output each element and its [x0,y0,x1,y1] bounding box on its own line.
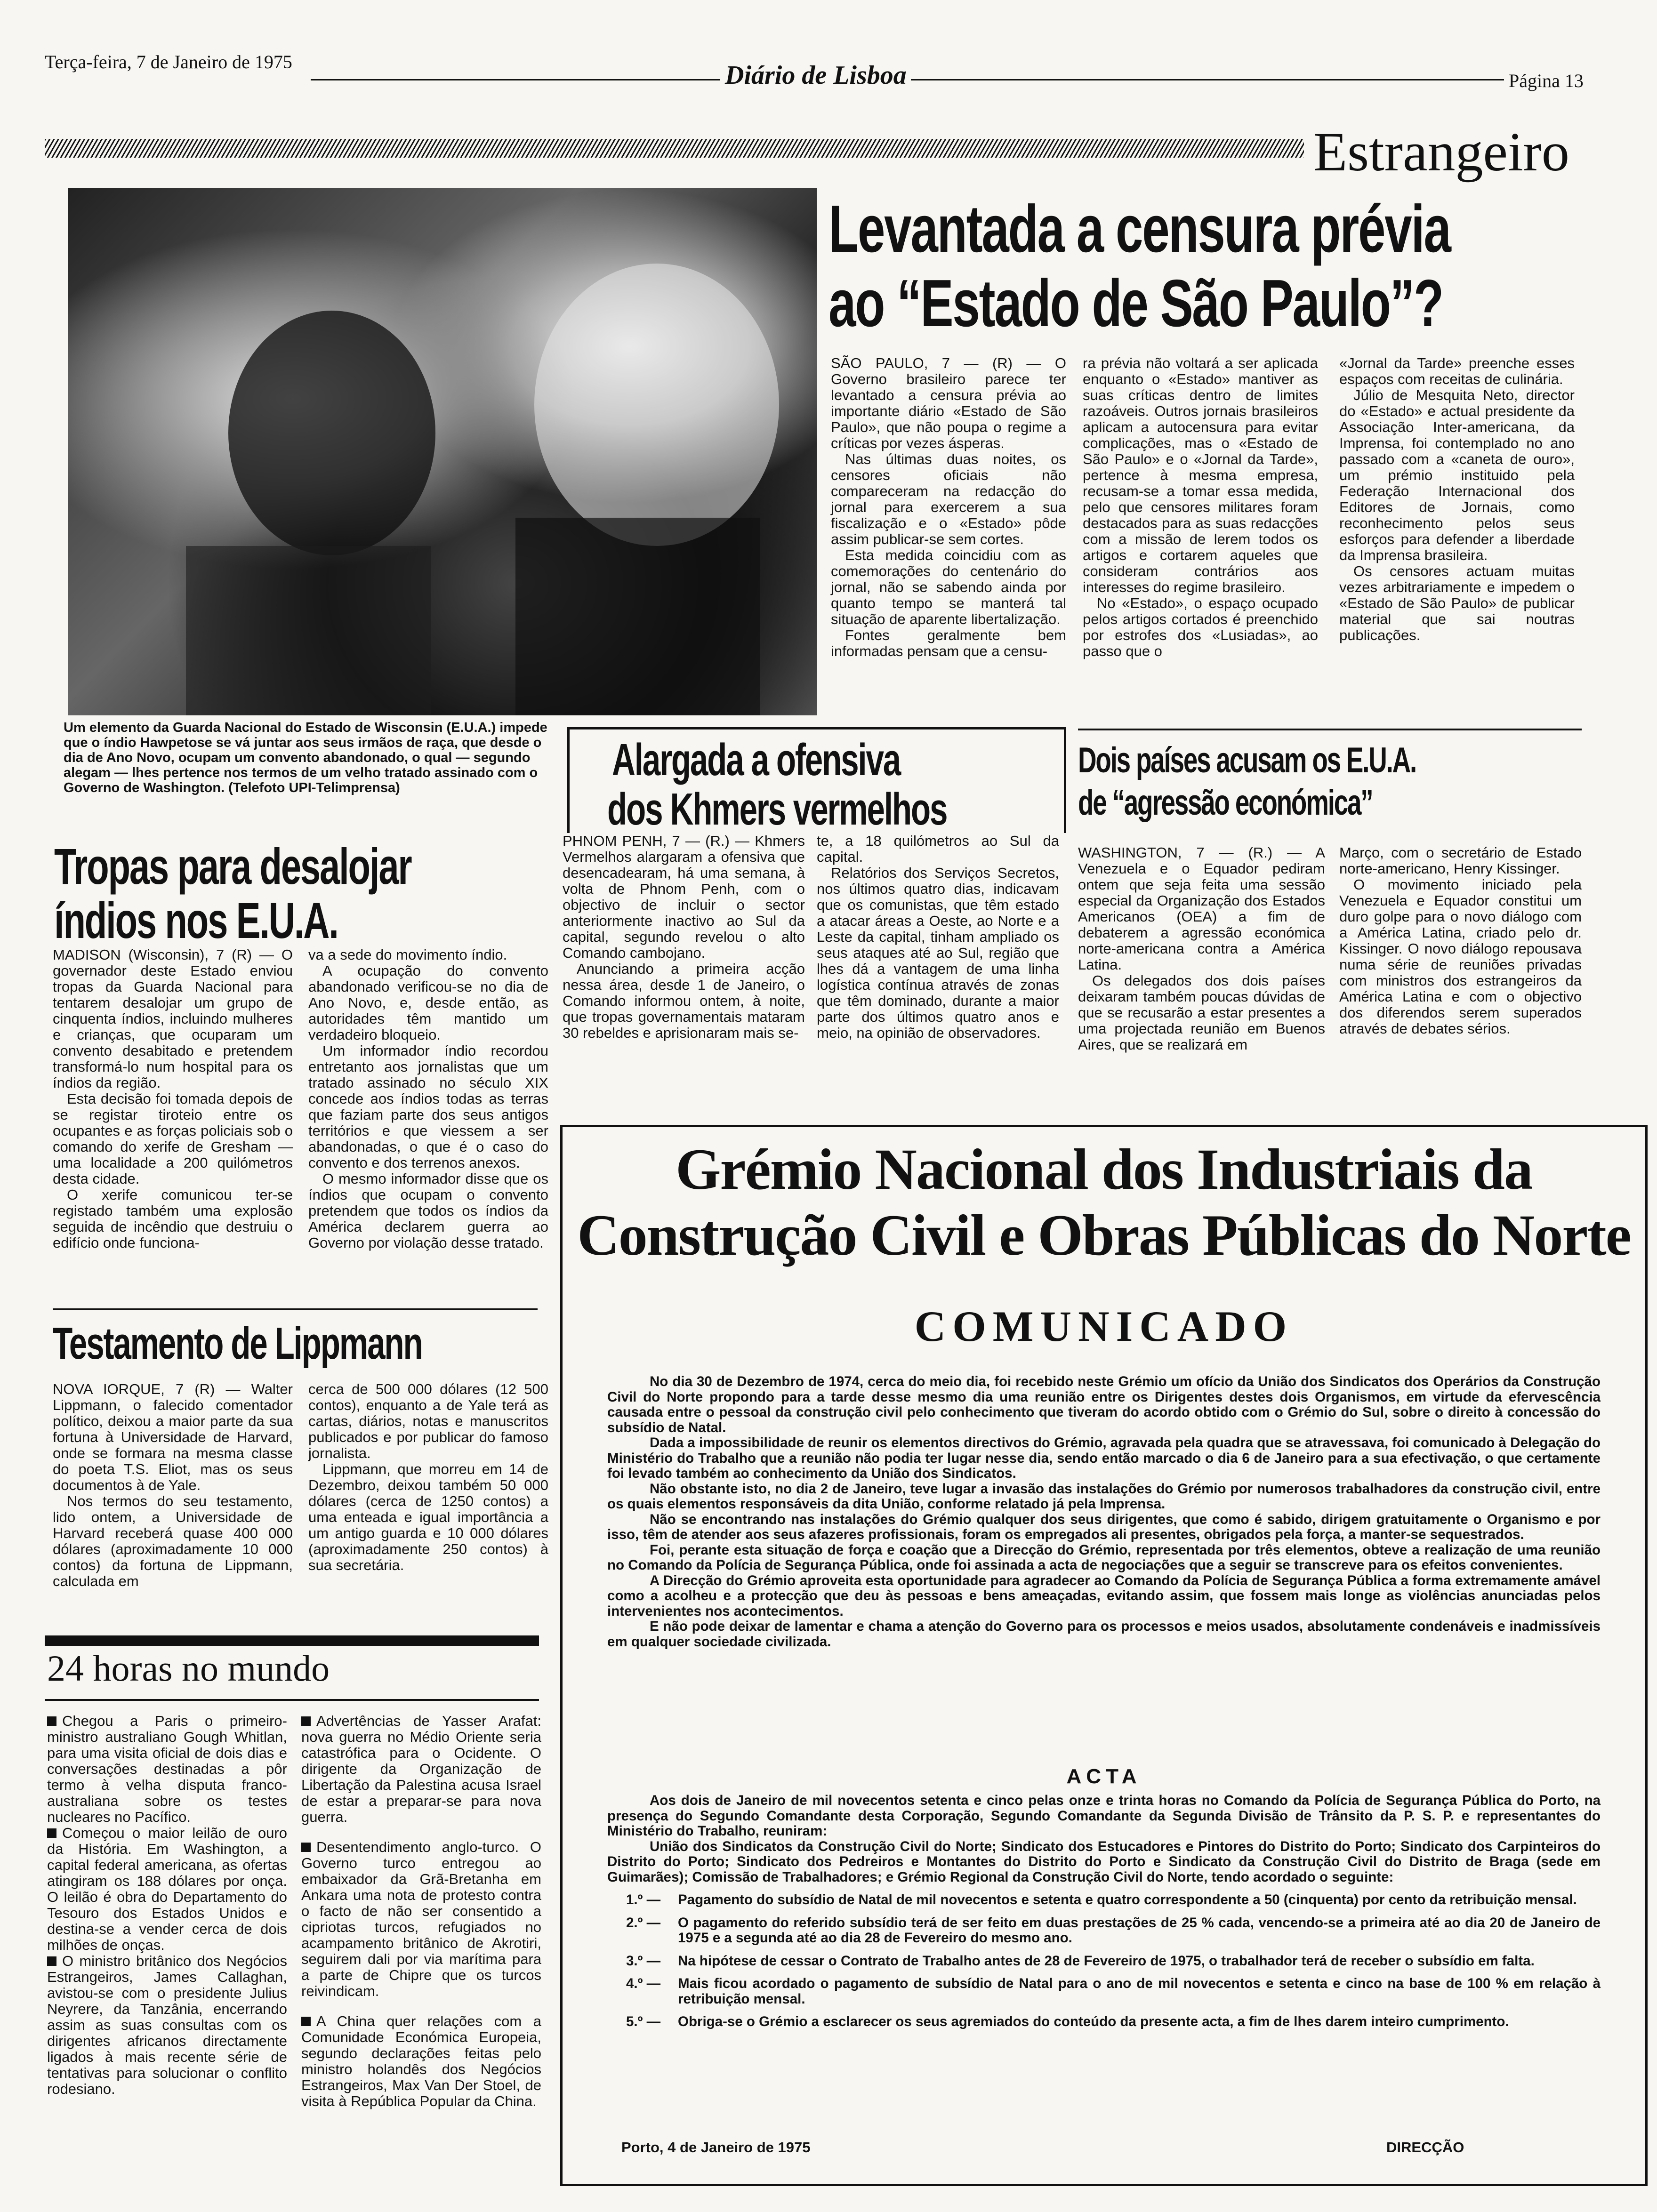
acta-item-text: O pagamento do referido subsídio terá de ser feito em duas prestações de 25 % cada, vencendo-se a primeira até ao dia 20 de Janeiro de 1975 e a segunda até ao dia 28 de Fevereiro do mesmo ano. [678,1915,1601,1946]
dois-paises-col1 [1078,845,1325,1053]
paragraph: A Direcção do Grémio aproveita esta oportunidade para agradecer ao Comando da Polícia de Segurança Pública a forma extremamente amável como a acolheu e a protecção que deu às pessoas e bens ameaçadas, evitando assim, que fossem mais longe as violências anunciadas pelos intervenientes nos acontecimentos. [607,1572,1601,1619]
acta-item-number: 5.º — [626,2014,661,2029]
dois-paises-rule [1078,729,1582,730]
header-rule-left [311,79,720,80]
khmers-col2 [817,833,1059,1041]
news-item [301,2013,541,2109]
tropas-col1 [53,947,293,1251]
paragraph: Foi, perante esta situação de força e coação que a Direcção do Grémio, representada por três elementos, obteve a realização de uma reunião no Comando da Polícia de Segurança Pública, onde foi assinada a acta de negociações que a seguir se transcreve para os efeitos convenientes. [607,1542,1601,1573]
news-item-text: Advertências de Yasser Arafat: nova guerra no Médio Oriente seria catastrófica para o Ocidente. O dirigente da Organização de Libertação da Palestina acusa Israel de estar a preparar-se para nova guerra. [301,1713,541,1825]
horas-top-rule [45,1635,539,1646]
horas-col2 [301,1713,541,2109]
paragraph: Não obstante isto, no dia 2 de Janeiro, teve lugar a invasão das instalações do Grémio por numerosos trabalhadores da construção civil, entre os quais elementos responsáveis da dita União, conforme relatado já pela Imprensa. [607,1481,1601,1512]
tropas-col2 [308,947,548,1251]
issue-date: Terça-feira, 7 de Janeiro de 1975 [45,51,292,72]
horas-bottom-rule [45,1699,539,1701]
paragraph: cerca de 500 000 dólares (12 500 contos), enquanto a de Yale terá as cartas, diários, notas e manuscritos publicados e por publicar do famoso jornalista. [308,1381,548,1461]
acta-item [607,1954,1601,1969]
gremio-title-1: Grémio Nacional dos Industriais da [676,1137,1532,1202]
paragraph: Lippmann, que morreu em 14 de Dezembro, deixou também 50 000 dólares (cerca de 1250 contos) a uma enteada e igual importância a um antigo guarda e 10 000 dólares (aproximadamente 250 contos) à sua secretária. [308,1461,548,1573]
news-item-text: Começou o maior leilão de ouro da História. Em Washington, a capital federal americana, as ofertas atingiram os 188 dólares por onça. O leilão é obra do Departamento do Tesouro dos Estados Unidos e destina-se a vender cerca de dois milhões de onças. [47,1825,287,1953]
acta-footer-sign: DIRECÇÃO [1386,2139,1464,2156]
paragraph: A ocupação do convento abandonado verificou-se no dia de Ano Novo, e, desde então, as autoridades têm mantido um verdadeiro bloqueio. [308,962,548,1043]
paragraph: NOVA IORQUE, 7 (R) — Walter Lippmann, o falecido comentador político, deixou a maior parte da sua fortuna à Universidade de Harvard, onde se formara na mesma classe do poeta T.S. Eliot, mas os seus documentos à de Yale. [53,1381,293,1493]
acta-item-text: Na hipótese de cessar o Contrato de Trabalho antes de 28 de Fevereiro de 1975, o trabalhador terá de receber o subsídio em falta. [678,1953,1535,1969]
bullet-square-icon [47,1956,56,1966]
paragraph: Um informador índio recordou entretanto aos jornalistas que um tratado assinado no século XIX concede aos índios todas as terras que faziam parte dos seus antigos territórios e que viessem a ser abandonadas, o que é o caso do convento e dos terrenos anexos. [308,1042,548,1171]
dois-paises-col2 [1339,845,1582,1037]
gremio-body [607,1374,1601,1650]
lippmann-headline: Testamento de Lippmann [53,1318,422,1369]
acta-item [607,1892,1601,1908]
paragraph: SÃO PAULO, 7 — (R) — O Governo brasileiro parece ter levantado a censura prévia ao importante diário «Estado de São Paulo», que não poupa o regime a críticas por vezes ásperas. [831,355,1066,451]
paragraph: E não pode deixar de lamentar e chama a atenção do Governo para os processos e meios usados, absolutamente condenáveis e inadmissíveis em qualquer sociedade civilizada. [607,1619,1601,1650]
paragraph: Fontes geralmente bem informadas pensam que a censu- [831,627,1066,659]
news-item-text: O ministro britânico dos Negócios Estrangeiros, James Callaghan, avistou-se com o presidente Julius Neyrere, da Tanzânia, encerrando assim as suas consultas com os dirigentes africanos directamente ligados à mais recente série de tentativas para solucionar o conflito rodesiano. [47,1953,287,2097]
bullet-square-icon [47,1828,56,1838]
news-photo [68,188,817,715]
page-number: Página 13 [1509,70,1584,91]
paragraph: Esta medida coincidiu com as comemorações do centenário do jornal, não se sabendo ainda por quanto tempo se manterá tal situação de aparente libertalização. [831,547,1066,627]
tropas-headline-1: Tropas para desalojar [54,838,411,895]
section-hatch [45,139,1304,158]
gremio-title-2: Construção Civil e Obras Públicas do Norte [577,1203,1631,1267]
paragraph: Esta decisão foi tomada depois de se registar tiroteio entre os ocupantes e as forças policiais sob o comando do xerife de Gresham — uma localidade a 200 quilómetros desta cidade. [53,1090,293,1187]
acta-item-number: 4.º — [626,1976,661,1991]
acta-item-number: 1.º — [626,1892,661,1907]
acta-item-number: 2.º — [626,1915,661,1931]
paragraph: Março, com o secretário de Estado norte-americano, Henry Kissinger. [1339,844,1582,877]
lippmann-col1 [53,1381,293,1589]
dois-paises-headline-1: Dois países acusam os E.U.A. [1078,740,1416,780]
paragraph: te, a 18 quilómetros ao Sul da capital. [817,833,1059,865]
acta-title: ACTA [1066,1765,1142,1788]
news-item [301,1839,541,1999]
acta-parties: União dos Sindicatos da Construção Civil do Norte; Sindicato dos Estucadores e Pintores do Distrito do Porto; Sindicato dos Carpinteiros do Distrito do Porto; Sindicato dos Pedreiros e Montantes do Distrito do Porto e Sindicato da Construção Civil do Distrito de Braga (sede em Guimarães); Comissão de Trabalhadores; e Grémio Regional da Construção Civil do Norte, tendo acordado o seguinte: [607,1838,1601,1885]
gremio-comunicado: COMUNICADO [914,1302,1294,1350]
horas-headline: 24 horas no mundo [47,1648,330,1689]
paragraph: O movimento iniciado pela Venezuela e Equador constitui um duro golpe para o novo diálogo com a América Latina, criado pelo dr. Kissinger. O novo diálogo repousava numa série de reuniões privadas com ministros dos estrangeiros da América Latina e com o objectivo dos diferendos serem superados através de debates sérios. [1339,876,1582,1037]
paragraph: MADISON (Wisconsin), 7 (R) — O governador deste Estado enviou tropas da Guarda Nacional para tentarem desalojar um grupo de cinquenta índios, incluindo mulheres e crianças, que ocuparam um convento desabitado e pretendem transformá-lo num hospital para os índios da região. [53,946,293,1091]
paragraph: No dia 30 de Dezembro de 1974, cerca do meio dia, foi recebido neste Grémio um ofício da União dos Sindicatos dos Operários da Construção Civil do Norte propondo para a tarde desse mesmo dia uma reunião entre os Dirigentes destes dois Organismos, em virtude da efervescência causada entre o pessoal da construção civil pelo conhecimento que tiveram do acordo obtido com o Grémio do Sul, sobre o direito à concessão do subsídio de Natal. [607,1374,1601,1435]
paragraph: Dada a impossibilidade de reunir os elementos directivos do Grémio, agravada pela quadra que se atravessava, foi comunicado à Delegação do Ministério do Trabalho que a reunião não podia ter lugar nesse dia, sendo então marcado o dia 6 de Janeiro para a sua efectivação, o que certamente foi levado também ao conhecimento da União dos Sindicatos. [607,1435,1601,1481]
main-story-col2 [1083,355,1318,659]
paragraph: ra prévia não voltará a ser aplicada enquanto o «Estado» mantiver as suas críticas dentro de limites razoáveis. Outros jornais brasileiros aplicam a autocensura para evitar complicações, mas o «Estado de São Paulo» e o «Jornal da Tarde», pertence à mesma empresa, recusam-se a tomar essa medida, pelo que censores militares foram destacados para as suas redacções com a missão de lerem todos os artigos e cortarem aqueles que consideram contrários aos interesses do regime brasileiro. [1083,355,1318,595]
paragraph: PHNOM PENH, 7 — (R.) — Khmers Vermelhos alargaram a ofensiva que desencadearam, há uma semana, à volta de Phnom Penh, com o objectivo de incluir o sector anteriormente inactivo ao Sul da capital, segundo revelou o alto Comando cambojano. [563,833,805,961]
paragraph: Nas últimas duas noites, os censores oficiais não compareceram na redacção do jornal para exercerem a sua fiscalização e o «Estado» pôde assim publicar-se sem cortes. [831,451,1066,547]
horas-col1 [47,1713,287,2097]
bullet-square-icon [301,1843,311,1852]
paragraph: Os censores actuam muitas vezes arbitrariamente e impedem o «Estado de São Paulo» de publicar material que sai noutras publicações. [1339,563,1575,643]
paragraph: va a sede do movimento índio. [308,946,507,963]
paragraph: Relatórios dos Serviços Secretos, nos últimos quatro dias, indicavam que os comunistas, que têm estado a atacar áreas a Oeste, ao Norte e a Leste da capital, tinham ampliado os seus ataques até ao Sul, região que lhes dá a vantagem de uma linha logística contínua através de zonas que têm dominado, durante a maior parte dos últimos quatro anos e meio, na opinião de observadores. [817,865,1059,1041]
paragraph: «Jornal da Tarde» preenche esses espaços com receitas de culinária. [1339,355,1575,387]
acta-item-text: Mais ficou acordado o pagamento de subsídio de Natal para o ano de mil novecentos e setenta e cinco na base de 100 % em relação à retribuição mensal. [678,1976,1601,2007]
paragraph: Os delegados dos dois países deixaram também poucas dúvidas de que se recusarão a estar presentes a uma projectada reunião em Buenos Aires, que se realizará em [1078,972,1325,1053]
paragraph: O xerife comunicou ter-se registado também uma explosão seguida de incêndio que destruiu o edifício onde funciona- [53,1186,293,1251]
acta-body [607,1793,1601,2030]
bullet-square-icon [301,1716,311,1726]
news-item [47,1825,287,1953]
khmers-headline-1: Alargada a ofensiva [612,735,901,785]
news-item [47,1713,287,1825]
masthead: Diário de Lisboa [725,61,907,90]
header-rule-right [911,79,1504,80]
paragraph: Anunciando a primeira acção nessa área, desde 1 de Janeiro, o Comando informou ontem, à noite, que tropas governamentais mataram 30 rebeldes e aprisionaram mais se- [563,961,805,1041]
paragraph: O mesmo informador disse que os índios que ocupam o convento pretendem que todos os índios da América declarem guerra ao Governo por violação desse tratado. [308,1170,548,1251]
acta-item [607,1915,1601,1946]
acta-items [607,1892,1601,2030]
main-headline-2: ao “Estado de São Paulo”? [828,266,1443,341]
news-item [47,1953,287,2097]
acta-item-text: Obriga-se o Grémio a esclarecer os seus agremiados do conteúdo da presente acta, a fim de lhes darem inteiro cumprimento. [678,2014,1509,2029]
dois-paises-headline-2: de “agressão económica” [1078,783,1373,823]
lippmann-col2 [308,1381,548,1573]
tropas-headline-2: índios nos E.U.A. [54,892,338,949]
acta-item-number: 3.º — [626,1953,661,1969]
acta-item [607,2014,1601,2030]
paragraph: WASHINGTON, 7 — (R.) — A Venezuela e o Equador pediram ontem que seja feita uma sessão especial da Organização dos Estados Americanos (OEA) a fim de debaterem a agressão económica norte-americana contra a América Latina. [1078,844,1325,973]
news-item [301,1713,541,1825]
acta-intro: Aos dois de Janeiro de mil novecentos setenta e cinco pelas onze e trinta horas no Comando da Polícia de Segurança Pública do Porto, na presença do Segundo Comandante desta Corporação, Segundo Comandante da Segunda Divisão de Trânsito da P. S. P. e representantes do Ministério do Trabalho, reuniram: [607,1793,1601,1839]
khmers-headline-2: dos Khmers vermelhos [607,784,947,834]
news-item-text: A China quer relações com a Comunidade Económica Europeia, segundo declarações feitas pelo ministro holandês dos Negócios Estrangeiros, Max Van Der Stoel, de visita à República Popular da China. [301,2013,541,2109]
section-title: Estrangeiro [1313,121,1569,183]
bullet-square-icon [47,1716,56,1726]
photo-silhouette-icon [68,188,817,715]
news-item-text: Desentendimento anglo-turco. O Governo turco entregou ao embaixador da Grã-Bretanha em Ankara uma nota de protesto contra o facto de não ser consentido a cipriotas turcos, refugiados no acampamento britânico de Akrotiri, seguirem dali por via marítima para a parte de Chipre que os turcos reivindicam. [301,1839,541,1999]
paragraph: Não se encontrando nas instalações do Grémio qualquer dos seus dirigentes, que como é sabido, dirigem gratuitamente o Organismo e por isso, têm de atender aos seus afazeres profissionais, foram os empregados ali presentes, obrigados pela força, a manter-se sequestrados. [607,1511,1601,1542]
paragraph: Nos termos do seu testamento, lido ontem, a Universidade de Harvard receberá quase 400 000 dólares (aproximadamente 10 000 contos) da fortuna de Lippmann, calculada em [53,1493,293,1589]
main-story-col1 [831,355,1066,659]
acta-footer-date: Porto, 4 de Janeiro de 1975 [621,2139,811,2156]
main-headline-1: Levantada a censura prévia [828,192,1450,266]
khmers-col1 [563,833,805,1041]
paragraph: No «Estado», o espaço ocupado pelos artigos cortados é preenchido por estrofes dos «Lusiadas», ao passo que o [1083,595,1318,659]
paragraph: Júlio de Mesquita Neto, director do «Estado» e actual presidente da Associação Inter-americana, da Imprensa, foi contemplado no ano passado com a «caneta de ouro», um prémio instituido pela Federação Internacional dos Editores de Jornais, como reconhecimento pelos seus esforços para defender a liberdade da Imprensa brasileira. [1339,387,1575,563]
main-story-col3 [1339,355,1575,643]
bullet-square-icon [301,2017,311,2026]
news-item-text: Chegou a Paris o primeiro-ministro australiano Gough Whitlan, para uma visita oficial de dois dias e conversações destinadas a pôr termo à velha disputa franco-australiana sobre os testes nucleares no Pacífico. [47,1713,287,1825]
lippmann-rule [53,1308,538,1310]
acta-item [607,1976,1601,2007]
photo-caption: Um elemento da Guarda Nacional do Estado de Wisconsin (E.U.A.) impede que o índio Hawpetose se vá juntar aos seus irmãos de raça, que desde o dia de Ano Novo, ocupam um convento abandonado, o qual — segundo alegam — lhes pertence nos termos de um velho tratado assinado com o Governo de Washington. (Telefoto UPI-Telimprensa) [64,720,547,795]
acta-item-text: Pagamento do subsídio de Natal de mil novecentos e setenta e quatro correspondente a 50 (cinquenta) por cento da retribuição mensal. [678,1892,1577,1907]
